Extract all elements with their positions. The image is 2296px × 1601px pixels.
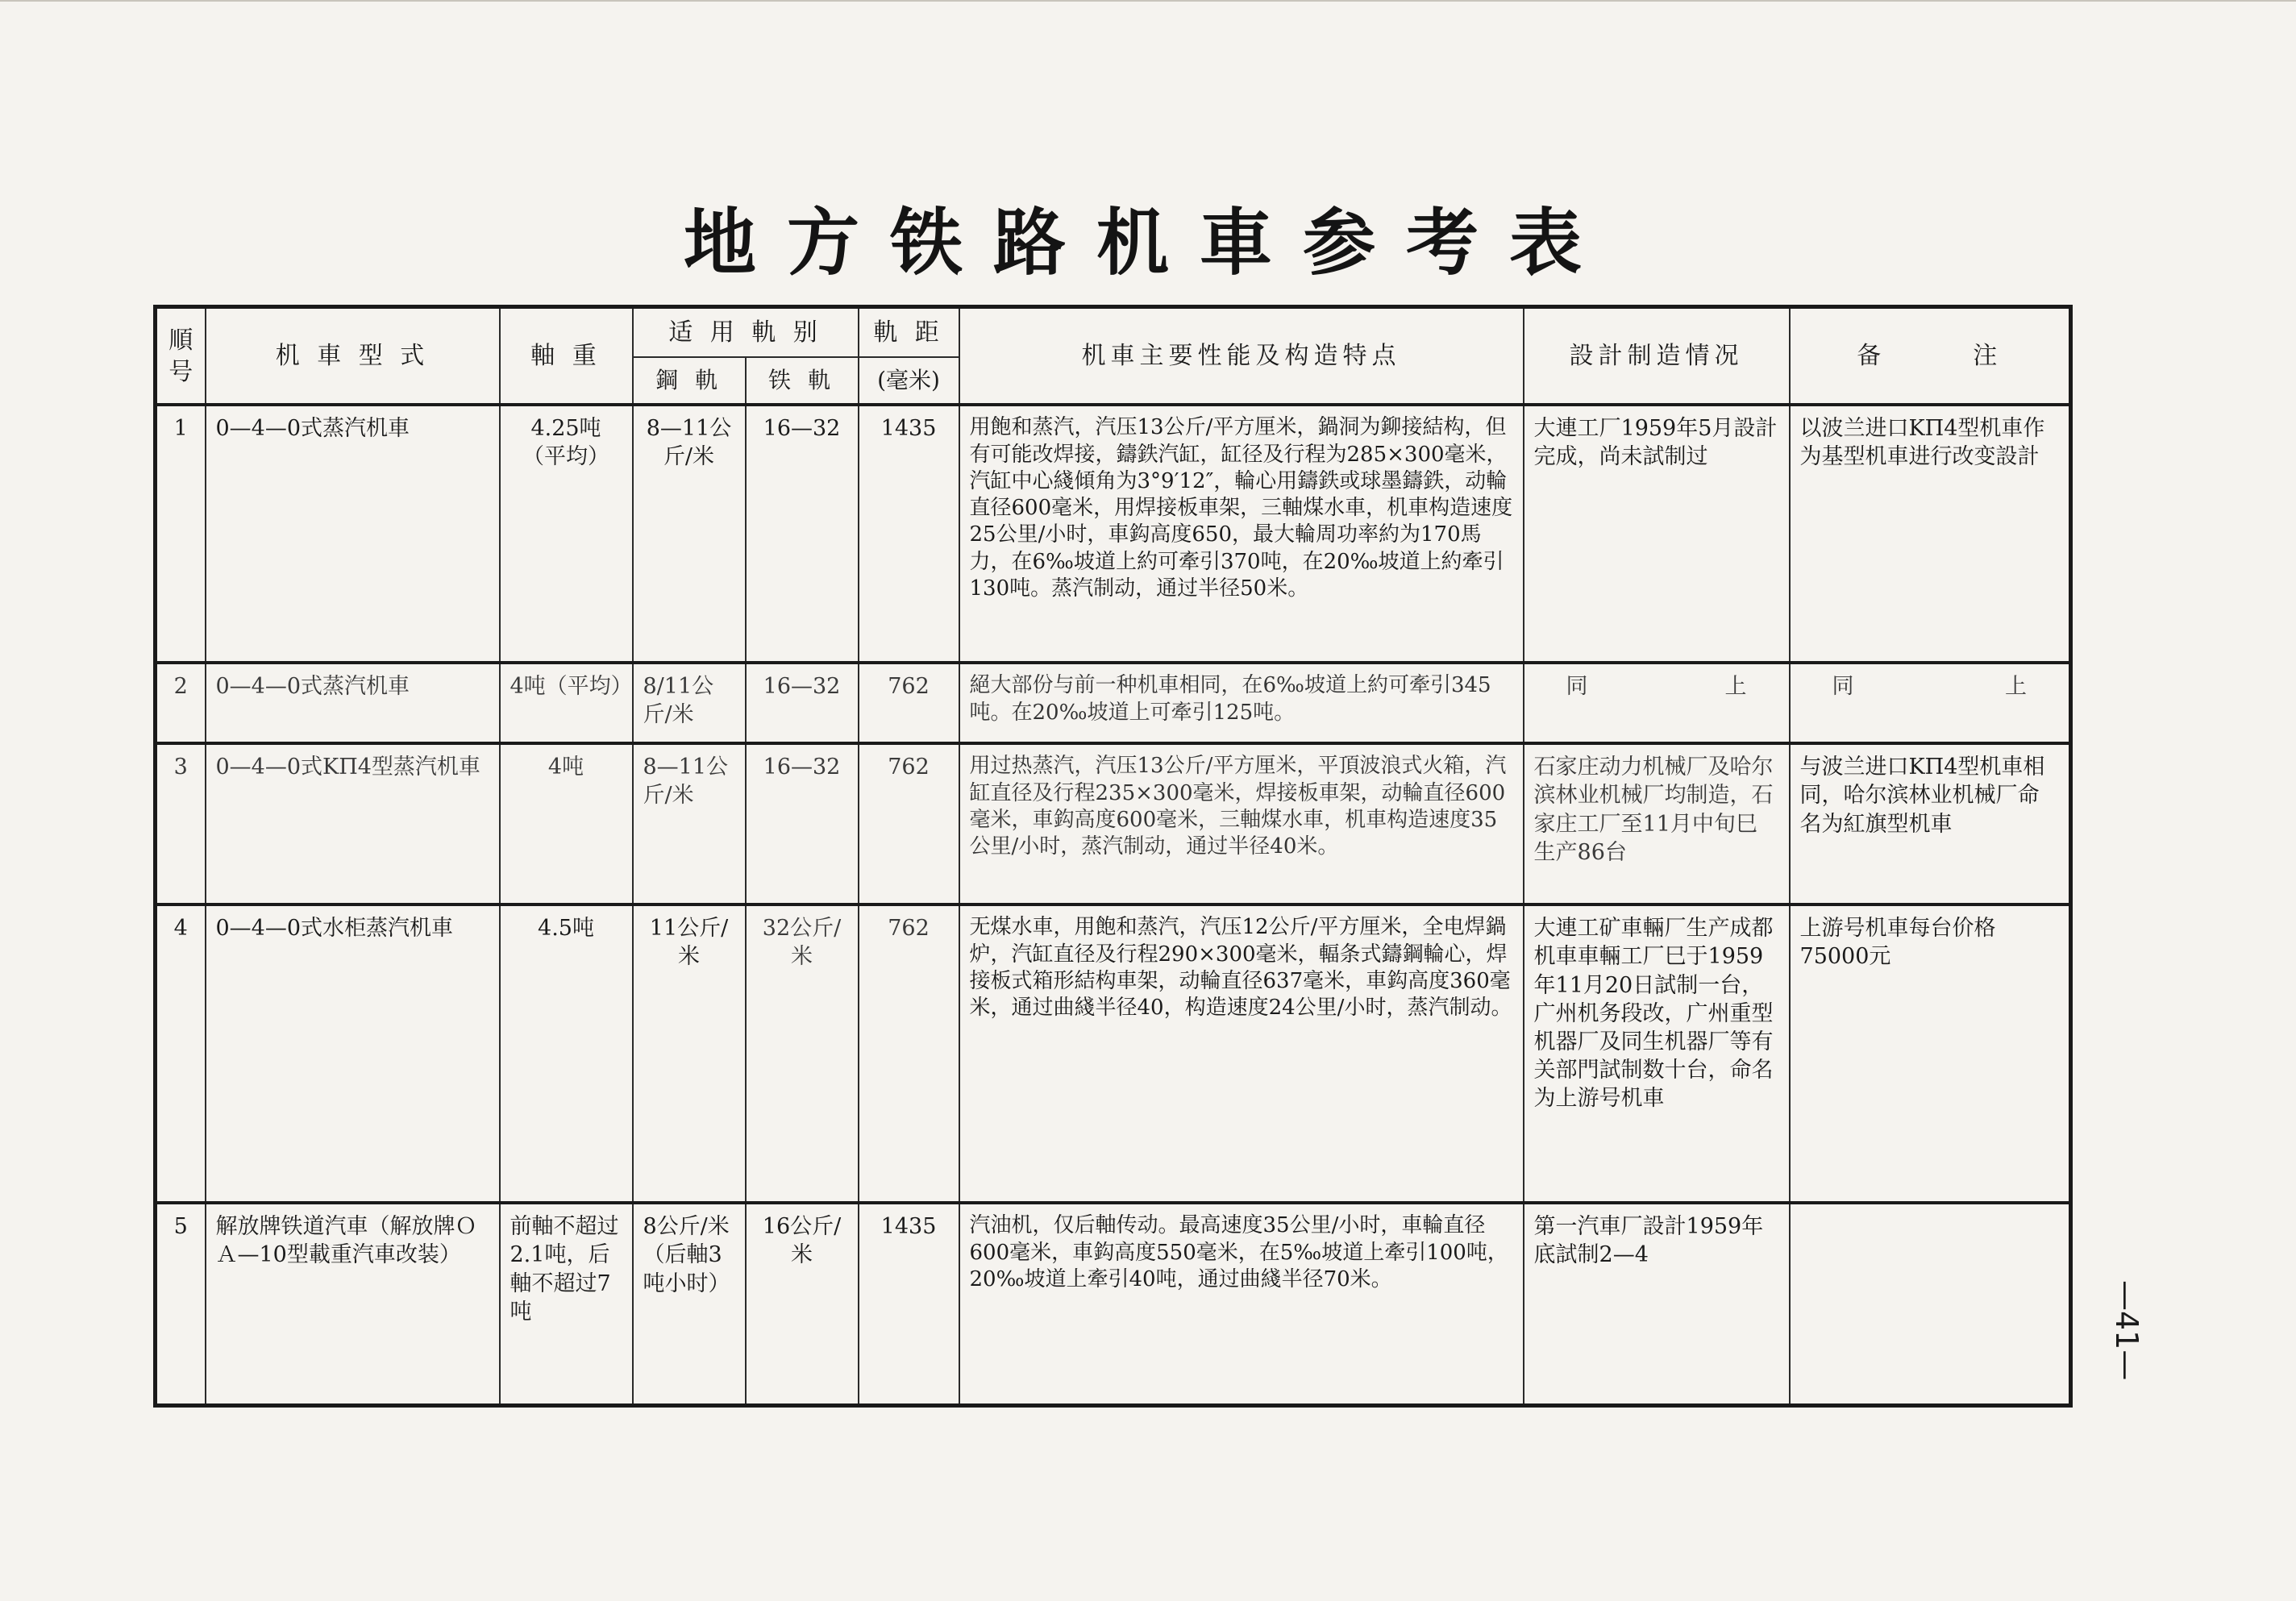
row-steel-rail: 8公斤/米（后軸3吨小时） <box>633 1203 746 1405</box>
design-same-b: 上 <box>1724 674 1747 700</box>
row-features: 用过热蒸汽，汽压13公斤/平方厘米，平頂波浪式火箱，汽缸直径及行程235×300毫米，焊接板車架，动輪直径600毫米，車鈎高度600毫米，三軸煤水車，机車构造速度35公里/小时，蒸汽制动，通过半径40米。 <box>959 743 1524 904</box>
row-steel-rail: 8—11公斤/米 <box>633 405 746 663</box>
row-gauge: 762 <box>859 904 959 1203</box>
header-features: 机車主要性能及构造特点 <box>959 307 1524 405</box>
row-remarks <box>1790 663 2071 743</box>
table-row <box>156 743 2071 904</box>
row-axle: 4吨（平均） <box>500 663 633 743</box>
header-model: 机 車 型 式 <box>206 307 500 405</box>
row-gauge: 1435 <box>859 405 959 663</box>
header-rail-group: 适 用 軌 别 <box>633 307 859 358</box>
row-gauge: 762 <box>859 743 959 904</box>
row-axle: 4吨 <box>500 743 633 904</box>
row-gauge: 1435 <box>859 1203 959 1405</box>
row-no: 4 <box>156 904 206 1203</box>
row-iron-rail: 16—32 <box>746 663 859 743</box>
row-design: 石家庄动力机械厂及哈尔滨林业机械厂均制造，石家庄工厂至11月中旬巳生产86台 <box>1524 743 1790 904</box>
remarks-same-a: 同 <box>1832 674 1854 700</box>
row-design: 第一汽車厂設計1959年底試制2—4 <box>1524 1203 1790 1405</box>
page-title: 地方铁路机車参考表 <box>684 200 1612 285</box>
page-number: —41— <box>2109 1279 2144 1381</box>
header-iron-rail: 铁 軌 <box>746 357 859 405</box>
row-steel-rail: 8—11公斤/米 <box>633 743 746 904</box>
row-remarks: 上游号机車每台价格75000元 <box>1790 904 2071 1203</box>
row-no: 2 <box>156 663 206 743</box>
row-design: 大連工矿車輛厂生产成都机車車輛工厂巳于1959年11月20日試制一台，广州机务段改，广州重型机器厂及同生机器厂等有关部門試制数十台，命名为上游号机車 <box>1524 904 1790 1203</box>
row-no: 1 <box>156 405 206 663</box>
header-gauge-unit: (毫米) <box>859 357 959 405</box>
row-model: 0—4—0式蒸汽机車 <box>206 405 500 663</box>
row-features: 用飽和蒸汽，汽压13公斤/平方厘米，鍋洞为鉚接結构，但有可能改焊接，鑄鉄汽缸，缸径及行程为285×300毫米，汽缸中心綫傾角为3°9′12″，輪心用鑄鉄或球墨鑄鉄，动輪直径600毫米，用焊接板車架，三軸煤水車，机車构造速度25公里/小时，車鈎高度650，最大輪周功率約为170馬力，在6‰坡道上約可牽引370吨，在20‰坡道上約牽引130吨。蒸汽制动，通过半径50米。 <box>959 405 1524 663</box>
remarks-same-b: 上 <box>2005 674 2028 700</box>
row-steel-rail: 8/11公斤/米 <box>633 663 746 743</box>
row-design: 大連工厂1959年5月設計完成，尚未試制过 <box>1524 405 1790 663</box>
header-no: 順号 <box>156 307 206 405</box>
header-design: 設計制造情况 <box>1524 307 1790 405</box>
row-iron-rail: 16—32 <box>746 743 859 904</box>
page-edge <box>0 0 2296 2</box>
row-model: 0—4—0式KП4型蒸汽机車 <box>206 743 500 904</box>
row-features: 无煤水車，用飽和蒸汽，汽压12公斤/平方厘米，全电焊鍋炉，汽缸直径及行程290×300毫米，輻条式鑄鋼輪心，焊接板式箱形結构車架，动輪直径637毫米，車鈎高度360毫米，通过曲綫半径40，构造速度24公里/小时，蒸汽制动。 <box>959 904 1524 1203</box>
row-axle: 4.25吨（平均） <box>500 405 633 663</box>
row-features: 絕大部份与前一种机車相同，在6‰坡道上約可牽引345吨。在20‰坡道上可牽引125吨。 <box>959 663 1524 743</box>
row-no: 3 <box>156 743 206 904</box>
row-design <box>1524 663 1790 743</box>
row-steel-rail: 11公斤/米 <box>633 904 746 1203</box>
row-remarks: 与波兰进口KП4型机車相同，哈尔滨林业机械厂命名为紅旗型机車 <box>1790 743 2071 904</box>
table-row <box>156 405 2071 663</box>
table-row <box>156 1203 2071 1405</box>
locomotive-reference-table <box>153 305 2073 1408</box>
table-row <box>156 663 2071 743</box>
row-remarks <box>1790 1203 2071 1405</box>
row-iron-rail: 16—32 <box>746 405 859 663</box>
row-axle: 4.5吨 <box>500 904 633 1203</box>
row-model: 0—4—0式水柜蒸汽机車 <box>206 904 500 1203</box>
row-remarks: 以波兰进口KП4型机車作为基型机車进行改变設計 <box>1790 405 2071 663</box>
row-model: 0—4—0式蒸汽机車 <box>206 663 500 743</box>
table-row <box>156 904 2071 1203</box>
row-iron-rail: 16公斤/米 <box>746 1203 859 1405</box>
row-iron-rail: 32公斤/米 <box>746 904 859 1203</box>
row-no: 5 <box>156 1203 206 1405</box>
header-steel-rail: 鋼 軌 <box>633 357 746 405</box>
row-gauge: 762 <box>859 663 959 743</box>
row-axle: 前軸不超过2.1吨，后軸不超过7吨 <box>500 1203 633 1405</box>
header-remarks: 备 注 <box>1790 307 2071 405</box>
header-axle: 軸 重 <box>500 307 633 405</box>
row-model: 解放牌铁道汽車（解放牌ＯＡ—10型載重汽車改装） <box>206 1203 500 1405</box>
design-same-a: 同 <box>1566 674 1588 700</box>
row-features: 汽油机，仅后軸传动。最高速度35公里/小时，車輪直径600毫米，車鈎高度550毫米，在5‰坡道上牽引100吨，20‰坡道上牽引40吨，通过曲綫半径70米。 <box>959 1203 1524 1405</box>
header-gauge: 軌 距 <box>859 307 959 358</box>
